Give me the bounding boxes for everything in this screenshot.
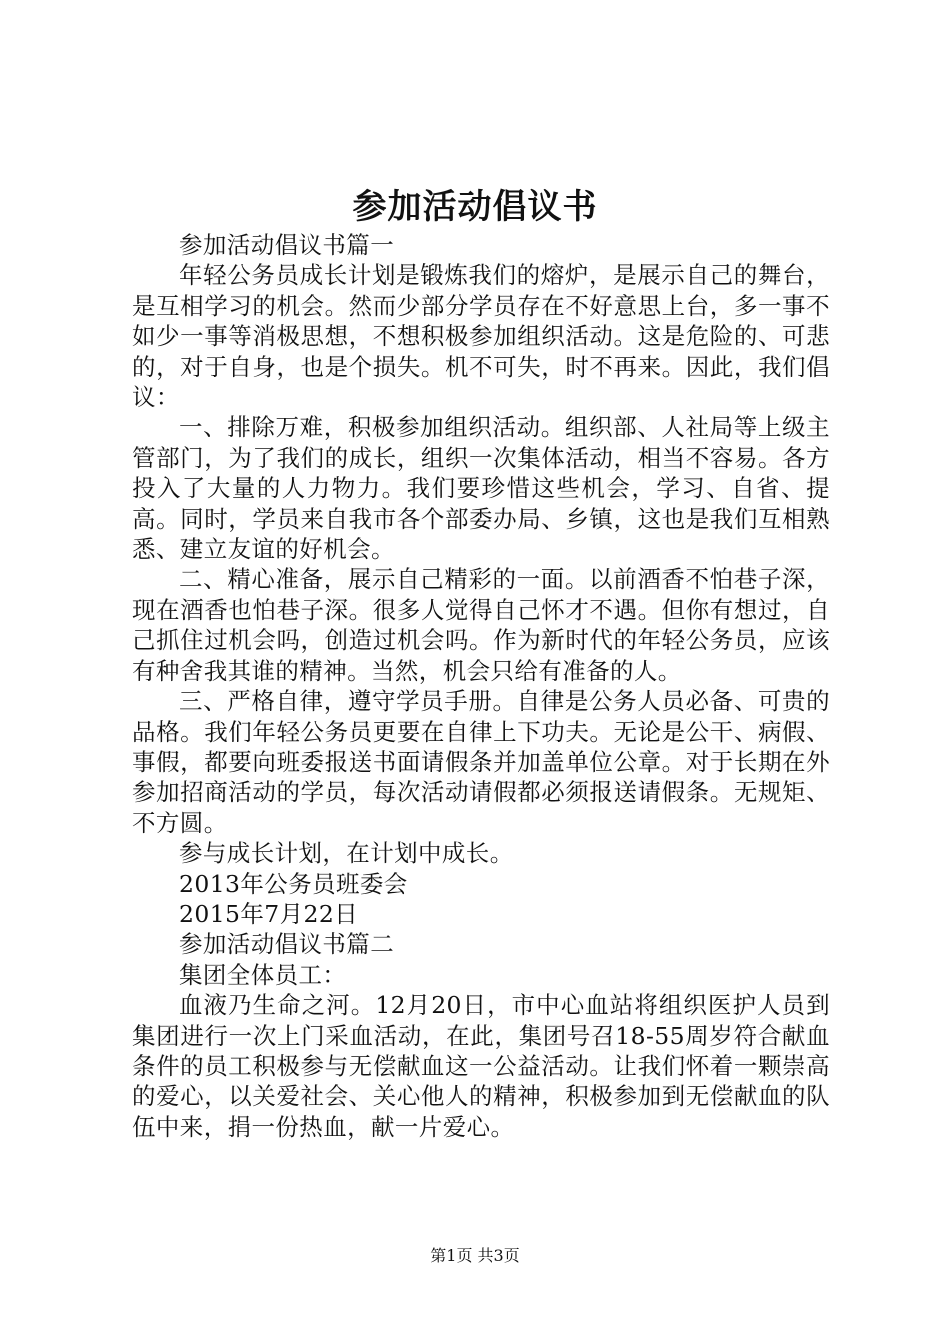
paragraph-closing: 参与成长计划，在计划中成长。 [179, 839, 514, 868]
page-number: 第1页 共3页 [430, 1246, 520, 1265]
document-title: 参加活动倡议书 [352, 187, 598, 227]
paragraph-intro: 年轻公务员成长计划是锻炼我们的熔炉，是展示自己的舞台，是互相学习的机会。然而少部分学员存在不好意思上台，多一事不如少一事等消极思想，不想积极参加组织活动。这是危险的、可悲的，对于自身，也是个损失。机不可失，时不再来。因此，我们倡议： [132, 261, 830, 412]
section-heading-1: 参加活动倡议书篇一 [179, 231, 395, 259]
section-heading-2: 参加活动倡议书篇二 [179, 930, 395, 959]
paragraph-item-3: 三、严格自律，遵守学员手册。自律是公务人员必备、可贵的品格。我们年轻公务员更要在自律上下功夫。无论是公干、病假、事假，都要向班委报送书面请假条并加盖单位公章。对于长期在外参加招商活动的学员，每次活动请假都必须报送请假条。无规矩、不方圆。 [132, 687, 830, 837]
paragraph-item-1: 一、排除万难，积极参加组织活动。组织部、人社局等上级主管部门，为了我们的成长，组织一次集体活动，相当不容易。各方投入了大量的人力物力。我们要珍惜这些机会，学习、自省、提高。同时，学员来自我市各个部委办局、乡镇，这也是我们互相熟悉、建立友谊的好机会。 [132, 413, 830, 564]
paragraph-blood-drive: 血液乃生命之河。12月20日，市中心血站将组织医护人员到集团进行一次上门采血活动，在此，集团号召18-55周岁符合献血条件的员工积极参与无偿献血这一公益活动。让我们怀着一颗崇高的爱心，以关爱社会、关心他人的精神，积极参加到无偿献血的队伍中来，捐一份热血，献一片爱心。 [132, 991, 830, 1141]
signature-org: 2013年公务员班委会 [179, 869, 408, 898]
salutation: 集团全体员工： [179, 960, 347, 989]
paragraph-item-2: 二、精心准备，展示自己精彩的一面。以前酒香不怕巷子深，现在酒香也怕巷子深。很多人觉得自己怀才不遇。但你有想过，自己抓住过机会吗，创造过机会吗。作为新时代的年轻公务员，应该有种舍我其谁的精神。当然，机会只给有准备的人。 [132, 565, 830, 685]
signature-date: 2015年7月22日 [179, 899, 359, 928]
document-body [132, 230, 830, 1142]
